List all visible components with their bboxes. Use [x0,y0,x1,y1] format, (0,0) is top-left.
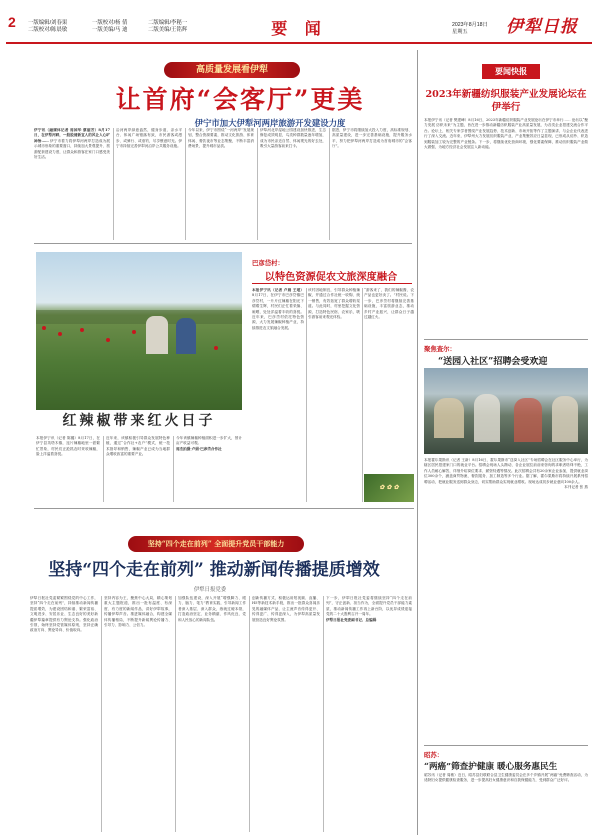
column-divider [113,128,114,240]
feature-headline-rule [252,283,412,284]
right-section2-label: 聚焦查尔： [424,345,456,353]
bottom-col-3: 加强队伍建设，深入开展“增强脚力、眼力、脑力、笔力”教育实践，引导新闻工作者深入基层、深入群众，练就过硬本领，打造政治坚定、业务精湛、作风优良、党和人民放心的新闻队伍。 [178,596,246,622]
index-item: 二版编辑/李秘一 [148,20,188,26]
top-story-rule [34,243,412,244]
bottom-story-headline: 坚持“四个走在前列” 推动新闻传播提质增效 [48,560,380,580]
right-column-body-3: 昭苏讯（记者 周敏）近日，昭苏县妇联联合县卫生健康委员会在多个乡镇开展“两癌”免费筛查活动，为适龄妇女提供健康检查服务，进一步提高妇女健康意识和自我保健能力，受到群众广泛好评。 [424,773,588,783]
column-divider [249,596,250,832]
right-section2-title: “送园入社区”招聘会受欢迎 [438,357,548,367]
right-section3-label: 昭苏： [424,751,444,759]
right-column-header [482,64,540,79]
date-text: 2023年8月18日 [452,22,488,28]
top-story-headline: 让首府“会客厅”更美 [115,85,365,114]
feature-col-1: 本报伊宁讯（记者 卢娟 王瑶） 8月17日，在伊宁市巴彦岱镇巴彦岱村，一片片红辣椒在阳光下熠熠生辉，村民们正忙着采摘、晾晒，处处洋溢着丰收的喜悦。近年来，巴彦岱村依托特色资源，大力发展辣椒种植产业，持续推进农文旅融合发展。 [252,288,304,330]
right-section3-title: “两癌”筛查护健康 暖心服务惠民生 [424,762,558,772]
bottom-story-banner [128,536,304,552]
section-title: 要 闻 [271,19,327,38]
column-divider [173,436,174,502]
feature-col-left-1: 本报伊宁讯（记者 陈璐）8月17日，在伊宁县英塔木镇，连片辣椒地里一派繁忙景象，村民们正抢抓农时采收辣椒，脸上洋溢着喜悦。 [36,436,100,457]
feature-logo: ✿ ✿ ✿ [364,474,414,502]
column-divider [185,128,186,240]
column-divider [362,288,363,502]
top-story-col-1: 伊宁讯（融媒体记者 周国华 蔡丽芳）8月17日，在伊犁河畔，一股股清新宜人的风让人心旷神怡…… 伊宁市着力将伊犁河两岸打造成为展示城市形象的重要窗口，持续加大景观提升、旅游配套建设力度，让群众和游客在家门口感受美好生活。 [34,128,110,160]
column-divider [101,596,102,832]
feature-photo [36,252,242,410]
index-item: 二版校对/陈晨敏 [28,27,68,33]
top-story-col-4: 伊犁河北岸湿地公园建设加快推进，生态修复成效明显，鸟类种群数量逐年增加，成为市民亲近自然、休闲观光的好去处，吸引大量游客前来打卡。 [260,128,326,149]
right-column-rule [424,339,588,340]
masthead [0,0,598,46]
bottom-col-5: 下一步，伊犁日报社党委将继续坚持“四个走在前列”，守正创新、担当作为，全面提升党员干部能力素质，推动新闻传播工作再上新台阶，以优异成绩迎接党的二十大胜利召开一周年。 伊犁日报社党委副书记、总编辑 [326,596,412,622]
index-item: 一版编辑/刘春果 [28,20,68,26]
feature-col-2: 该村因地制宜，引导群众种植辣椒，并通过合作社统一收购、统一销售，有效拓宽了群众增收渠道。与此同时，村里挖掘文化资源，打造特色民宿、农家乐，吸引游客前来观光体验。 [308,288,360,320]
top-story-byline: 伊宁讯（融媒体记者 周国华 蔡丽芳）8月17日，在伊犁河畔，一股股清新宜人的风让人心旷神怡…… [34,128,110,143]
feature-tag: 巴彦岱村： [252,259,284,267]
top-story-banner [164,62,300,78]
index-item: 二版美编/王铭辉 [148,27,188,33]
column-divider [103,436,104,502]
weekday-text: 星期五 [452,29,468,35]
paper-logo: 伊犁日报 [506,17,578,37]
top-story-col-3: 今年以来，伊宁市围绕“一河两岸”发展规划，整合资源要素，推动文化旅游、体育休闲、餐饮夜市等业态集聚，不断丰富消费场景，提升城市品质。 [188,128,254,149]
right-column-headline: 2023年新疆纺织服装产业发展论坛在伊举行 [425,89,587,113]
column-divider [175,596,176,832]
index-item: 一版校对/杨 倩 [92,20,128,26]
feature-photo-credit: 周杰拍摄·卢娟·巴彦岱合作社 [176,446,222,451]
right-header-text: 要闻快报 [495,66,527,76]
right-column-divider [417,50,418,835]
feature-photo-caption [36,410,242,432]
top-story-subheadline: 伊宁市加大伊犁河两岸旅游开发建设力度 [194,118,346,128]
masthead-rule [6,42,592,44]
page-number: 2 [8,14,16,30]
top-story-col-5: 据悉，伊宁市将继续加大投入力度，高标准规划、高质量建设，进一步完善基础设施，提升服务水平，努力把伊犁河两岸打造成为首府城市的“会客厅”。 [332,128,412,149]
job-fair-photo [424,368,588,454]
right-column-lead: 本报伊宁讯（记者 樊建峰）8月16日，2023年新疆纺织服装产业发展论坛在伊宁市举行…… [424,118,571,122]
masthead-index [28,20,228,34]
column-divider [306,288,307,502]
feature-col-3: “游客来了，我们的辣椒酱、农产品也更好卖了。”村民说。下一步，巴彦岱村将继续完善基础设施，丰富旅游业态，推动乡村产业振兴，让群众日子越过越红火。 [364,288,414,320]
feature-bottom-rule [34,508,414,509]
column-divider [329,128,330,240]
top-story-col-2: 沿河两岸绿意盎然，健身步道、亲水平台、休闲广场错落有致，市民游客或漫步、或骑行、或垂钓，尽享惬意时光。伊宁市持续完善伊犁河沿岸公共服务设施。 [116,128,182,149]
masthead-date [452,22,488,36]
index-item: 一版美编/马 迪 [92,27,128,33]
bottom-col-1: 伊犁日报社党委紧紧围绕党的中心工作，坚持“四个走在前列”，持续推动新闻传播提质增效，为建设团结和谐、繁荣富裕、文明进步、安居乐业、生态良好的美好新疆伊犁篇章提供有力舆论支持。强化政治引领，始终坚持党管媒体原则，坚持正确政治方向、舆论导向、价值取向。 [30,596,98,633]
banner-text: 高质量发展看伊犁 [195,65,268,75]
right-column-signature: 本刊记者 张 燕 [564,485,588,490]
bottom-story-byline: 伊犁日报党委 [193,587,227,593]
right-column-rule-2 [424,745,588,746]
feature-col-left-3: 今年该镇辣椒种植面积进一步扩大，预计亩产收益可观。 周杰拍摄·卢娟·巴彦岱合作社 [176,436,242,451]
right-column-body-2: 本报霍尔果斯讯（记者 王新）8月16日，霍尔果斯市“送岗入社区”专场招聘会在社区服务中心举行，为辖区居民搭建家门口的就业平台。招聘会现场人头攒动，各企业展位前前来咨询的求职者络绎不绝，工作人员耐心解答，详细介绍岗位要求、薪资待遇等情况。此次招聘会共有20余家企业参加，提供就业岗位300余个，涵盖商贸物流、餐饮服务、加工制造等多个行业。据了解，霍尔果斯市将持续开展系列招聘活动，把就业服务送到群众身边，切实帮助群众实现就业增收。现场达成初步就业意向100余人。 本刊记者 张 燕 [424,458,588,490]
photo-caption-text: 红辣椒带来红火日子 [62,413,216,429]
column-divider [257,128,258,240]
bottom-story-footer-note: 伊犁日报社党委副书记、总编辑 [326,617,377,622]
bottom-banner-text: 坚持“四个走在前列” 全面提升党员干部能力 [147,539,285,548]
feature-headline: 以特色资源促农文旅深度融合 [264,271,398,283]
bottom-col-4: 创新传播方式，积极运用短视频、直播、H5等新技术新手段，推出一批群众喜闻乐见的融媒体产品，让主流声音传得更开、传得更广、传得更深入，为伊犁高质量发展营造良好舆论氛围。 [252,596,320,622]
right-column-body-1: 本报伊宁讯（记者 樊建峰）8月16日，2023年新疆纺织服装产业发展论坛在伊宁市举行…… 论坛以“聚力发展 纺织未来”为主题，旨在进一步推动新疆纺织服装产业高质量发展，为各类企业搭建交流合作平台。论坛上，相关专家学者围绕产业发展趋势、技术创新、市场开拓等作了主题演讲，与会企业代表进行了深入交流。近年来，伊犁州大力发展纺织服装产业，产业集聚效应日益显现，已形成从纺纱、织造到服装加工较为完整的产业链条。下一步，将继续优化营商环境，强化要素保障，推动纺织服装产业做大做强，为地方经济社会发展注入新动能。 [424,118,588,150]
bottom-col-2: 坚持内容为王，聚焦中心大局，精心策划重大主题报道，推出一批有温度、有深度、有力度的新闻作品，讲好伊犁故事，传播伊犁声音。推进媒体融合，构建全媒体传播格局，不断提升新闻舆论传播力、引导力、影响力、公信力。 [104,596,172,628]
column-divider [323,596,324,832]
feature-col-left-2: 近年来，该镇积极引导群众发展特色种植，通过“合作社+农户”模式，统一技术指导和销售，辣椒产业已成为当地群众增收致富的重要产业。 [106,436,170,457]
feature-byline: 本报伊宁讯（记者 卢娟 王瑶） [252,288,304,292]
